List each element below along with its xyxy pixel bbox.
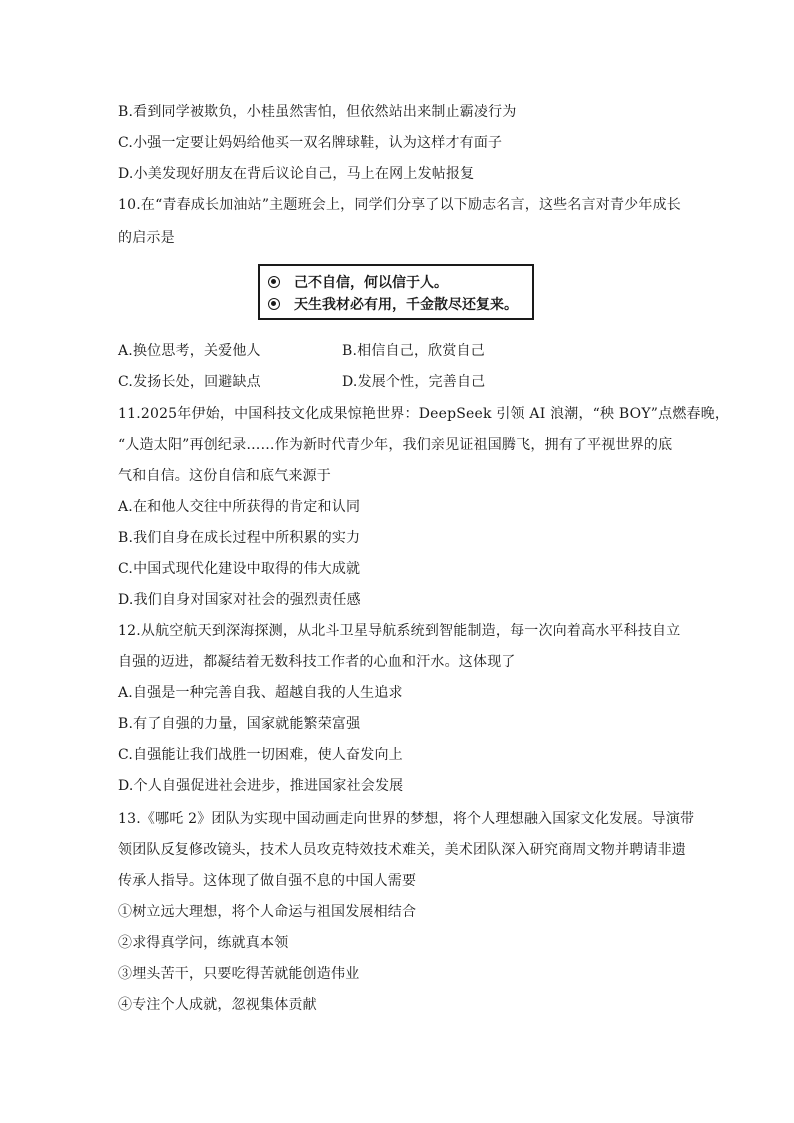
bullseye-bullet-icon — [268, 276, 280, 288]
q13-stem-line-1: 13.《哪吒 2》团队为实现中国动画走向世界的梦想，将个人理想融入国家文化发展。导演带 — [118, 811, 695, 827]
q12-stem-line-2: 自强的迈进，都凝结着无数科技工作者的心血和汗水。这体现了 — [118, 654, 516, 670]
q10-option-b: B.相信自己，欣赏自己 — [342, 343, 485, 359]
q12-option-d: D.个人自强促进社会进步，推进国家社会发展 — [118, 778, 404, 794]
q9-option-c: C.小强一定要让妈妈给他买一双名牌球鞋，认为这样才有面子 — [118, 135, 503, 151]
q11-option-d: D.我们自身对国家对社会的强烈责任感 — [118, 592, 361, 608]
q13-item-2: ②求得真学问，练就真本领 — [118, 935, 289, 951]
q10-option-c: C.发扬长处，回避缺点 — [118, 374, 261, 390]
q10-quote-box — [258, 264, 534, 320]
bullseye-bullet-icon — [268, 298, 280, 310]
q9-option-b: B.看到同学被欺负，小桂虽然害怕，但依然站出来制止霸凌行为 — [118, 104, 517, 120]
q10-option-a: A.换位思考，关爱他人 — [118, 343, 261, 359]
q11-option-c: C.中国式现代化建设中取得的伟大成就 — [118, 561, 361, 577]
q13-stem-line-2: 领团队反复修改镜头，技术人员攻克特效技术难关，美术团队深入研究商周文物并聘请非遗 — [118, 842, 686, 858]
q13-stem-line-3: 传承人指导。这体现了做自强不息的中国人需要 — [118, 873, 417, 889]
q10-stem-line-2: 的启示是 — [118, 230, 175, 246]
q12-option-a: A.自强是一种完善自我、超越自我的人生追求 — [118, 685, 403, 701]
quote-text-2: 天生我材必有用，千金散尽还复来。 — [294, 297, 518, 313]
q11-option-a: A.在和他人交往中所获得的肯定和认同 — [118, 499, 361, 515]
q13-item-4: ④专注个人成就，忽视集体贡献 — [118, 997, 317, 1013]
q13-item-3: ③埋头苦干，只要吃得苦就能创造伟业 — [118, 966, 360, 982]
q11-stem-line-3: 气和自信。这份自信和底气来源于 — [118, 468, 331, 484]
q11-option-b: B.我们自身在成长过程中所积累的实力 — [118, 530, 361, 546]
quote-text-1: 己不自信，何以信于人。 — [294, 275, 448, 291]
q10-stem-line-1: 10.在“青春成长加油站”主题班会上，同学们分享了以下励志名言，这些名言对青少年成长 — [118, 197, 681, 213]
q9-option-d: D.小美发现好朋友在背后议论自己，马上在网上发帖报复 — [118, 166, 475, 182]
quote-row-2 — [268, 294, 518, 314]
q11-stem-line-1: 11.2025年伊始，中国科技文化成果惊艳世界：DeepSeek 引领 AI 浪潮，“秧 BOY”点燃春晚， — [118, 406, 730, 422]
q12-option-b: B.有了自强的力量，国家就能繁荣富强 — [118, 716, 361, 732]
q10-option-d: D.发展个性，完善自己 — [342, 374, 486, 390]
q11-stem-line-2: “人造太阳”再创纪录……作为新时代青少年，我们亲见证祖国腾飞，拥有了平视世界的底 — [118, 437, 673, 453]
q12-stem-line-1: 12.从航空航天到深海探测，从北斗卫星导航系统到智能制造，每一次向着高水平科技自立 — [118, 623, 681, 639]
q13-item-1: ①树立远大理想，将个人命运与祖国发展相结合 — [118, 904, 417, 920]
q12-option-c: C.自强能让我们战胜一切困难，使人奋发向上 — [118, 747, 403, 763]
quote-row-1 — [268, 272, 448, 292]
